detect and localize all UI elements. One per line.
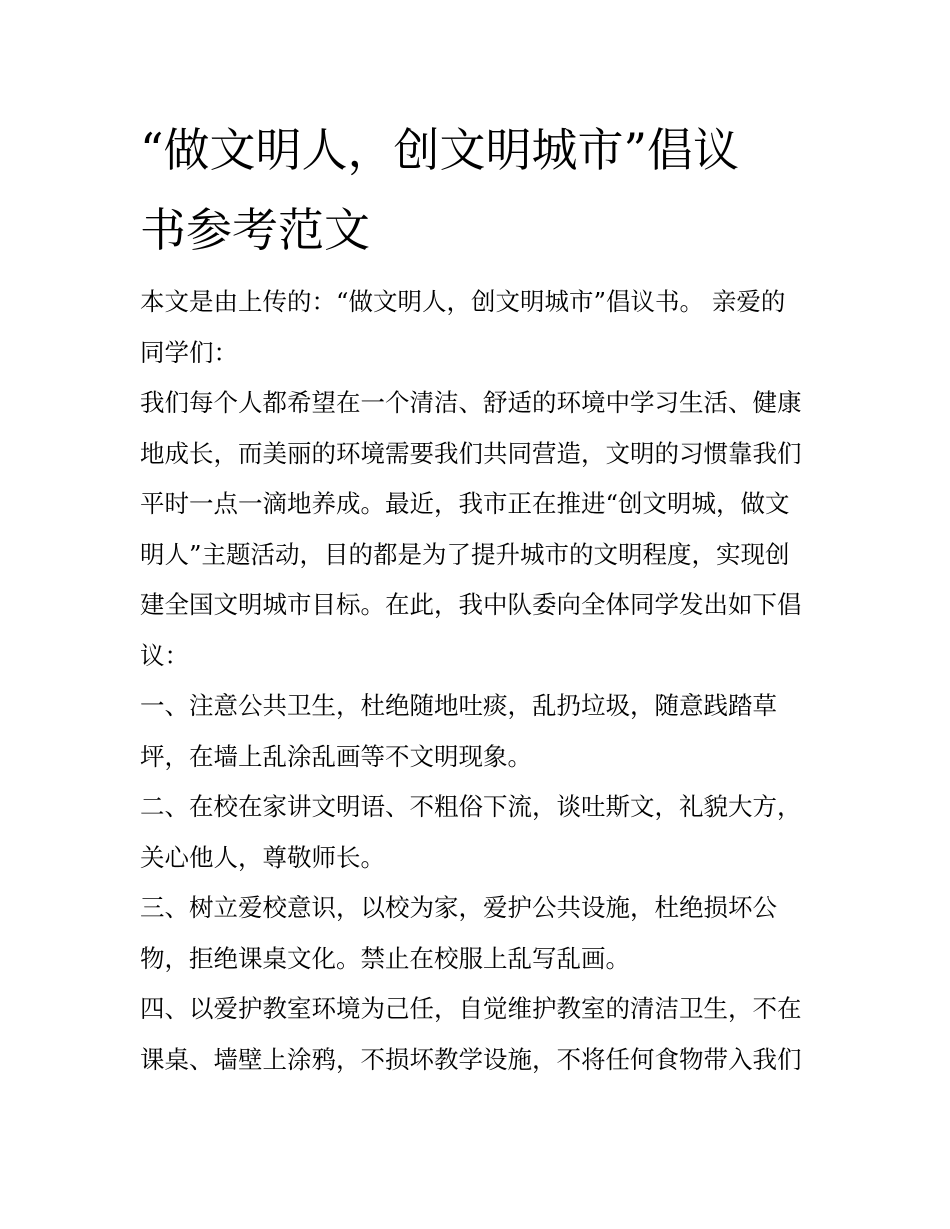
title-line-2: 书参考范文 (140, 203, 370, 257)
body-line: 我们每个人都希望在一个清洁、舒适的环境中学习生活、健康 (140, 388, 802, 417)
body-line: 议： (140, 640, 189, 670)
body-line: 同学们： (140, 337, 238, 367)
body-line: 明人”主题活动，目的都是为了提升城市的文明程度，实现创 (140, 539, 790, 569)
body-line: 关心他人，尊敬师长。 (140, 842, 385, 872)
body-line: 四、以爱护教室环境为己任，自觉维护教室的清洁卫生，不在 (140, 994, 802, 1023)
body-line: 课桌、墙壁上涂鸦，不损坏教学设施，不将任何食物带入我们 (140, 1044, 802, 1074)
title-line-1: “做文明人，创文明城市”倡议 (140, 123, 740, 177)
document-body (140, 277, 820, 1085)
body-line: 坪，在墙上乱涂乱画等不文明现象。 (140, 741, 532, 771)
body-line: 物，拒绝课桌文化。禁止在校服上乱写乱画。 (140, 943, 630, 973)
body-line: 本文是由上传的：“做文明人，创文明城市”倡议书。 亲爱的 (140, 287, 786, 316)
body-line: 建全国文明城市目标。在此，我中队委向全体同学发出如下倡 (140, 590, 802, 619)
body-line: 地成长，而美丽的环境需要我们共同营造，文明的习惯靠我们 (140, 438, 802, 468)
body-line: 三、树立爱校意识，以校为家，爱护公共设施，杜绝损坏公 (140, 893, 777, 922)
body-line: 平时一点一滴地养成。最近，我市正在推进“创文明城，做文 (140, 489, 790, 518)
document-title (140, 110, 840, 270)
body-line: 一、注意公共卫生，杜绝随地吐痰，乱扔垃圾，随意践踏草 (140, 691, 777, 720)
body-line: 二、在校在家讲文明语、不粗俗下流，谈吐斯文，礼貌大方， (140, 792, 802, 821)
